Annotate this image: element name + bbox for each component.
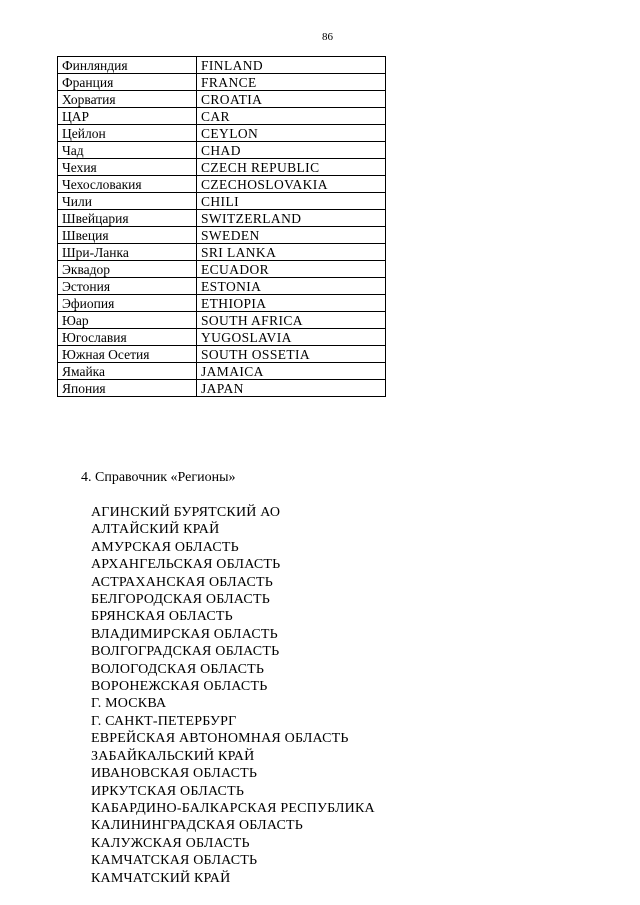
table-row [58, 57, 386, 74]
table-row [58, 159, 386, 176]
table-row [58, 363, 386, 380]
list-item: АСТРАХАНСКАЯ ОБЛАСТЬ [91, 574, 274, 590]
list-item: КАЛИНИНГРАДСКАЯ ОБЛАСТЬ [91, 818, 303, 834]
country-name-en: CAR [197, 108, 386, 125]
page-number: 86 [322, 31, 333, 43]
table-row [58, 91, 386, 108]
table-row [58, 329, 386, 346]
country-name-en: ESTONIA [197, 278, 386, 295]
list-item: Г. САНКТ-ПЕТЕРБУРГ [91, 713, 237, 729]
table-row [58, 295, 386, 312]
country-name-en: JAPAN [197, 380, 386, 397]
country-name-ru: Франция [58, 74, 197, 91]
list-item: КАМЧАТСКИЙ КРАЙ [91, 870, 231, 886]
country-name-en: SOUTH OSSETIA [197, 346, 386, 363]
country-name-ru: Чад [58, 142, 197, 159]
country-name-ru: Швеция [58, 227, 197, 244]
regions-list [91, 504, 375, 887]
country-name-ru: ЦАР [58, 108, 197, 125]
list-item: АЛТАЙСКИЙ КРАЙ [91, 522, 220, 538]
table-row [58, 278, 386, 295]
country-name-ru: Чили [58, 193, 197, 210]
country-name-en: FINLAND [197, 57, 386, 74]
country-name-ru: Хорватия [58, 91, 197, 108]
country-name-ru: Финляндия [58, 57, 197, 74]
country-name-ru: Цейлон [58, 125, 197, 142]
country-name-ru: Ямайка [58, 363, 197, 380]
country-name-en: SWEDEN [197, 227, 386, 244]
list-item: ВОЛОГОДСКАЯ ОБЛАСТЬ [91, 661, 265, 677]
country-name-en: SRI LANKA [197, 244, 386, 261]
list-item: Г. МОСКВА [91, 696, 167, 712]
country-name-en: CHAD [197, 142, 386, 159]
list-item: ИРКУТСКАЯ ОБЛАСТЬ [91, 783, 245, 799]
list-item: КАМЧАТСКАЯ ОБЛАСТЬ [91, 853, 258, 869]
table-row [58, 125, 386, 142]
list-item: ВОРОНЕЖСКАЯ ОБЛАСТЬ [91, 679, 268, 695]
table-row [58, 74, 386, 91]
country-name-en: CHILI [197, 193, 386, 210]
country-name-en: ETHIOPIA [197, 295, 386, 312]
country-name-ru: Эстония [58, 278, 197, 295]
country-name-ru: Шри-Ланка [58, 244, 197, 261]
table-row [58, 312, 386, 329]
country-name-en: CZECH REPUBLIC [197, 159, 386, 176]
table-row [58, 176, 386, 193]
country-name-ru: Япония [58, 380, 197, 397]
list-item: ВОЛГОГРАДСКАЯ ОБЛАСТЬ [91, 644, 280, 660]
country-name-en: CEYLON [197, 125, 386, 142]
country-name-en: ECUADOR [197, 261, 386, 278]
country-name-en: JAMAICA [197, 363, 386, 380]
table-row [58, 142, 386, 159]
list-item: ИВАНОВСКАЯ ОБЛАСТЬ [91, 766, 258, 782]
country-name-ru: Чехословакия [58, 176, 197, 193]
table-row [58, 244, 386, 261]
list-item: КАЛУЖСКАЯ ОБЛАСТЬ [91, 835, 250, 851]
country-name-en: SOUTH AFRICA [197, 312, 386, 329]
list-item: БРЯНСКАЯ ОБЛАСТЬ [91, 609, 233, 625]
table-row [58, 193, 386, 210]
table-row [58, 380, 386, 397]
table-row [58, 346, 386, 363]
country-name-en: SWITZERLAND [197, 210, 386, 227]
country-name-en: CZECHOSLOVAKIA [197, 176, 386, 193]
country-name-en: FRANCE [197, 74, 386, 91]
list-item: АРХАНГЕЛЬСКАЯ ОБЛАСТЬ [91, 557, 281, 573]
table-row [58, 227, 386, 244]
section-heading: 4. Справочник «Регионы» [81, 470, 236, 485]
country-name-en: YUGOSLAVIA [197, 329, 386, 346]
list-item: КАБАРДИНО-БАЛКАРСКАЯ РЕСПУБЛИКА [91, 800, 375, 816]
country-name-ru: Югославия [58, 329, 197, 346]
table-row [58, 261, 386, 278]
countries-table-body [58, 57, 386, 397]
table-row [58, 108, 386, 125]
country-name-ru: Швейцария [58, 210, 197, 227]
list-item: ВЛАДИМИРСКАЯ ОБЛАСТЬ [91, 626, 278, 642]
country-name-ru: Юар [58, 312, 197, 329]
country-name-ru: Чехия [58, 159, 197, 176]
country-name-ru: Эфиопия [58, 295, 197, 312]
list-item: БЕЛГОРОДСКАЯ ОБЛАСТЬ [91, 592, 270, 608]
list-item: ЗАБАЙКАЛЬСКИЙ КРАЙ [91, 748, 255, 764]
list-item: АМУРСКАЯ ОБЛАСТЬ [91, 539, 239, 555]
country-name-ru: Эквадор [58, 261, 197, 278]
list-item: АГИНСКИЙ БУРЯТСКИЙ АО [91, 505, 281, 520]
countries-table [57, 56, 386, 397]
table-row [58, 210, 386, 227]
country-name-ru: Южная Осетия [58, 346, 197, 363]
list-item: ЕВРЕЙСКАЯ АВТОНОМНАЯ ОБЛАСТЬ [91, 731, 349, 747]
country-name-en: CROATIA [197, 91, 386, 108]
